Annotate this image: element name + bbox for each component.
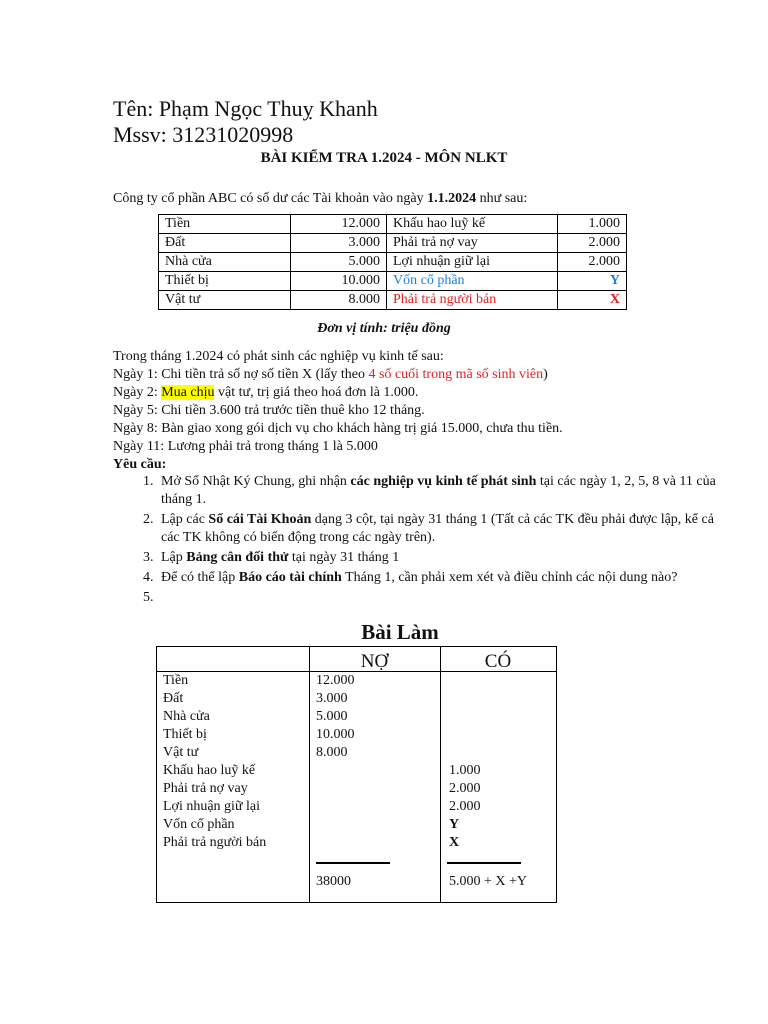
intro-paragraph (113, 190, 527, 208)
amount-cell-payable: X (558, 291, 627, 310)
account-cell: Khấu hao luỹ kế (387, 215, 558, 234)
debit-header: NỢ (360, 651, 389, 672)
credit-value: X (449, 835, 460, 850)
requirement-item (157, 511, 732, 547)
opening-balances-table (158, 214, 627, 310)
table-row (159, 272, 627, 291)
debit-value: 5.000 (316, 709, 348, 724)
transaction-day-1 (113, 366, 548, 384)
credit-value: 1.000 (449, 763, 481, 778)
requirement-emphasis: Sổ cái Tài Khoản (208, 512, 312, 527)
amount-cell: 2.000 (558, 253, 627, 272)
account-cell: Phải trả nợ vay (387, 234, 558, 253)
transaction-day-8: Ngày 8: Bàn giao xong gói dịch vụ cho khách hàng trị giá 15.000, chưa thu tiền. (113, 421, 563, 436)
intro-text-end: như sau: (476, 191, 528, 206)
answer-heading: Bài Làm (361, 620, 439, 644)
transaction-highlight-yellow: Mua chịu (161, 385, 215, 400)
credit-header: CÓ (484, 651, 512, 672)
student-name: Tên: Phạm Ngọc Thuỵ Khanh (113, 96, 378, 121)
account-label: Vốn cổ phần (163, 817, 235, 832)
requirement-item-empty (157, 589, 732, 607)
debit-value: 3.000 (316, 691, 348, 706)
account-label: Nhà cửa (163, 709, 210, 724)
credit-value: Y (449, 817, 460, 832)
account-label: Đất (163, 691, 184, 706)
amount-cell-equity: Y (558, 272, 627, 291)
amount-cell: 8.000 (291, 291, 387, 310)
account-label: Tiền (163, 673, 189, 688)
requirement-emphasis: các nghiệp vụ kinh tế phát sinh (350, 474, 537, 489)
transaction-text: Ngày 1: Chi tiền trả số nợ số tiền X (lấy theo (113, 367, 369, 382)
transactions-intro: Trong tháng 1.2024 có phát sinh các nghiệp vụ kinh tế sau: (113, 349, 444, 364)
requirement-text: tại các ngày 1, 2, 5, 8 và 11 của tháng 1. (161, 474, 716, 507)
requirement-text: dạng 3 cột, tại ngày 31 tháng 1 (Tất cả các TK đều phải được lập, kể cả các TK không có biến động trong các ngày trên). (161, 512, 714, 545)
amount-cell: 5.000 (291, 253, 387, 272)
t-account-table (156, 646, 557, 903)
account-cell: Thiết bị (159, 272, 291, 291)
debit-total-rule (316, 862, 390, 864)
account-cell-payable: Phải trả người bán (387, 291, 558, 310)
requirement-text: Lập (161, 550, 187, 565)
account-label: Phải trả người bán (163, 835, 267, 850)
account-cell: Vật tư (159, 291, 291, 310)
requirements-heading: Yêu cầu: (113, 457, 167, 472)
credit-value: 2.000 (449, 799, 481, 814)
requirement-text: Tháng 1, cần phải xem xét và điều chỉnh các nội dung nào? (341, 570, 678, 585)
account-cell: Lợi nhuận giữ lại (387, 253, 558, 272)
transaction-highlight-red: 4 số cuối trong mã số sinh viên (368, 367, 544, 382)
account-label: Vật tư (163, 745, 199, 760)
requirement-item (157, 549, 732, 567)
transaction-day-11: Ngày 11: Lương phải trả trong tháng 1 là 5.000 (113, 439, 378, 454)
transaction-day-2 (113, 384, 418, 402)
table-row (159, 291, 627, 310)
column-divider (440, 647, 441, 902)
intro-date: 1.1.2024 (427, 191, 477, 206)
amount-cell: 2.000 (558, 234, 627, 253)
account-label: Thiết bị (163, 727, 207, 742)
credit-total: 5.000 + X +Y (449, 874, 528, 889)
table-row (159, 253, 627, 272)
amount-cell: 3.000 (291, 234, 387, 253)
debit-value: 8.000 (316, 745, 348, 760)
account-cell-equity: Vốn cổ phần (387, 272, 558, 291)
requirements-list (113, 473, 732, 609)
account-cell: Nhà cửa (159, 253, 291, 272)
unit-note: Đơn vị tính: triệu đồng (317, 321, 451, 336)
account-label: Phải trả nợ vay (163, 781, 248, 796)
intro-text: Công ty cổ phần ABC có số dư các Tài khoản vào ngày (113, 191, 428, 206)
amount-cell: 10.000 (291, 272, 387, 291)
credit-value: 2.000 (449, 781, 481, 796)
student-id: Mssv: 31231020998 (113, 122, 294, 147)
requirement-text: Để có thể lập (161, 570, 239, 585)
requirement-text: tại ngày 31 tháng 1 (288, 550, 400, 565)
requirement-item (157, 473, 732, 509)
credit-total-rule (447, 862, 521, 864)
transaction-text: ) (543, 367, 548, 382)
requirement-text: Lập các (161, 512, 209, 527)
table-row (159, 234, 627, 253)
requirement-item (157, 569, 732, 587)
exam-title: BÀI KIỂM TRA 1.2024 - MÔN NLKT (260, 150, 508, 166)
requirement-emphasis: Báo cáo tài chính (238, 570, 342, 585)
transaction-text: vật tư, trị giá theo hoá đơn là 1.000. (214, 385, 419, 400)
column-divider (309, 647, 310, 902)
table-row (159, 215, 627, 234)
amount-cell: 1.000 (558, 215, 627, 234)
requirement-text: Mở Sổ Nhật Ký Chung, ghi nhận (161, 474, 351, 489)
requirement-emphasis: Bảng cân đối thử (186, 550, 289, 565)
transaction-day-5: Ngày 5: Chi tiền 3.600 trả trước tiền thuê kho 12 tháng. (113, 403, 425, 418)
account-label: Lợi nhuận giữ lại (163, 799, 261, 814)
debit-value: 10.000 (316, 727, 355, 742)
debit-total: 38000 (316, 874, 351, 889)
transaction-text: Ngày 2: (113, 385, 162, 400)
account-label: Khấu hao luỹ kế (163, 763, 256, 778)
amount-cell: 12.000 (291, 215, 387, 234)
account-cell: Tiền (159, 215, 291, 234)
account-cell: Đất (159, 234, 291, 253)
debit-value: 12.000 (316, 673, 355, 688)
